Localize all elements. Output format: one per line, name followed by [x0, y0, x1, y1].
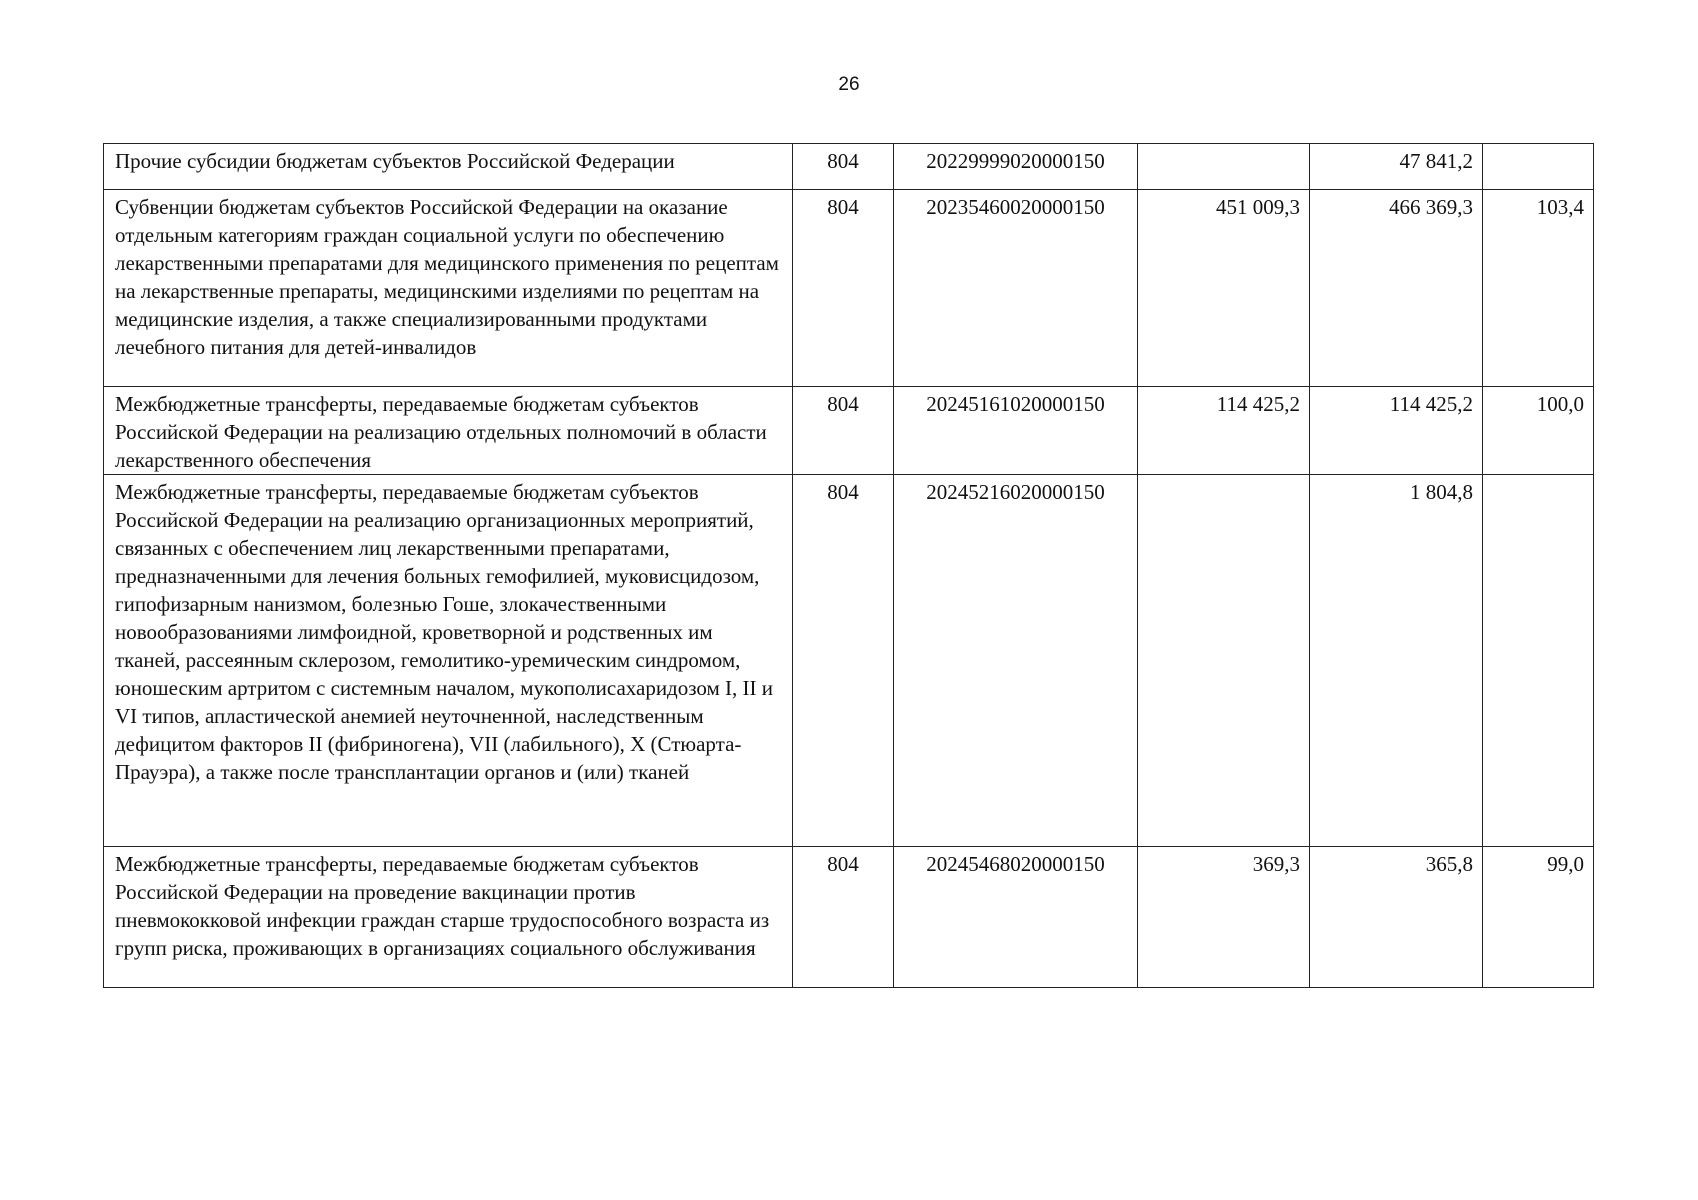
row-admin-code: 804	[793, 847, 894, 988]
row-fact-value: 47 841,2	[1310, 144, 1483, 190]
row-plan-value	[1138, 475, 1310, 847]
row-percent-value: 100,0	[1483, 387, 1594, 475]
row-plan-value: 369,3	[1138, 847, 1310, 988]
row-admin-code: 804	[793, 475, 894, 847]
row-name: Прочие субсидии бюджетам субъектов Российской Федерации	[104, 144, 793, 190]
table-row	[104, 387, 1594, 475]
row-name: Межбюджетные трансферты, передаваемые бюджетам субъектов Российской Федерации на реализацию организационных мероприятий, связанных с обеспечением лиц лекарственными препаратами, предназначенными для лечения больных гемофилией, муковисцидозом, гипофизарным нанизмом, болезнью Гоше, злокачественными новообразованиями лимфоидной, кроветворной и родственных им тканей, рассеянным склерозом, гемолитико-уремическим синдромом, юношеским артритом с системным началом, мукополисахаридозом I, II и VI типов, апластической анемией неуточненной, наследственным дефицитом факторов II (фибриногена), VII (лабильного), X (Стюарта-Прауэра), а также после трансплантации органов и (или) тканей	[104, 475, 793, 847]
table-row	[104, 475, 1594, 847]
table-row	[104, 190, 1594, 387]
row-percent-value: 103,4	[1483, 190, 1594, 387]
row-fact-value: 466 369,3	[1310, 190, 1483, 387]
budget-table	[103, 143, 1594, 988]
row-budget-code: 20235460020000150	[894, 190, 1138, 387]
row-percent-value	[1483, 144, 1594, 190]
row-admin-code: 804	[793, 387, 894, 475]
table-row	[104, 144, 1594, 190]
row-percent-value	[1483, 475, 1594, 847]
row-budget-code: 20245161020000150	[894, 387, 1138, 475]
table-row	[104, 847, 1594, 988]
row-budget-code: 20245216020000150	[894, 475, 1138, 847]
row-name: Субвенции бюджетам субъектов Российской Федерации на оказание отдельным категориям граждан социальной услуги по обеспечению лекарственными препаратами для медицинского применения по рецептам на лекарственные препараты, медицинскими изделиями по рецептам на медицинские изделия, а также специализированными продуктами лечебного питания для детей-инвалидов	[104, 190, 793, 387]
row-fact-value: 365,8	[1310, 847, 1483, 988]
row-plan-value: 451 009,3	[1138, 190, 1310, 387]
row-fact-value: 114 425,2	[1310, 387, 1483, 475]
row-name: Межбюджетные трансферты, передаваемые бюджетам субъектов Российской Федерации на реализацию отдельных полномочий в области лекарственного обеспечения	[104, 387, 793, 475]
row-budget-code: 20245468020000150	[894, 847, 1138, 988]
row-fact-value: 1 804,8	[1310, 475, 1483, 847]
row-admin-code: 804	[793, 190, 894, 387]
page-number: 26	[838, 74, 860, 95]
row-budget-code: 20229999020000150	[894, 144, 1138, 190]
row-plan-value	[1138, 144, 1310, 190]
row-percent-value: 99,0	[1483, 847, 1594, 988]
row-name: Межбюджетные трансферты, передаваемые бюджетам субъектов Российской Федерации на проведение вакцинации против пневмококковой инфекции граждан старше трудоспособного возраста из групп риска, проживающих в организациях социального обслуживания	[104, 847, 793, 988]
row-plan-value: 114 425,2	[1138, 387, 1310, 475]
row-admin-code: 804	[793, 144, 894, 190]
